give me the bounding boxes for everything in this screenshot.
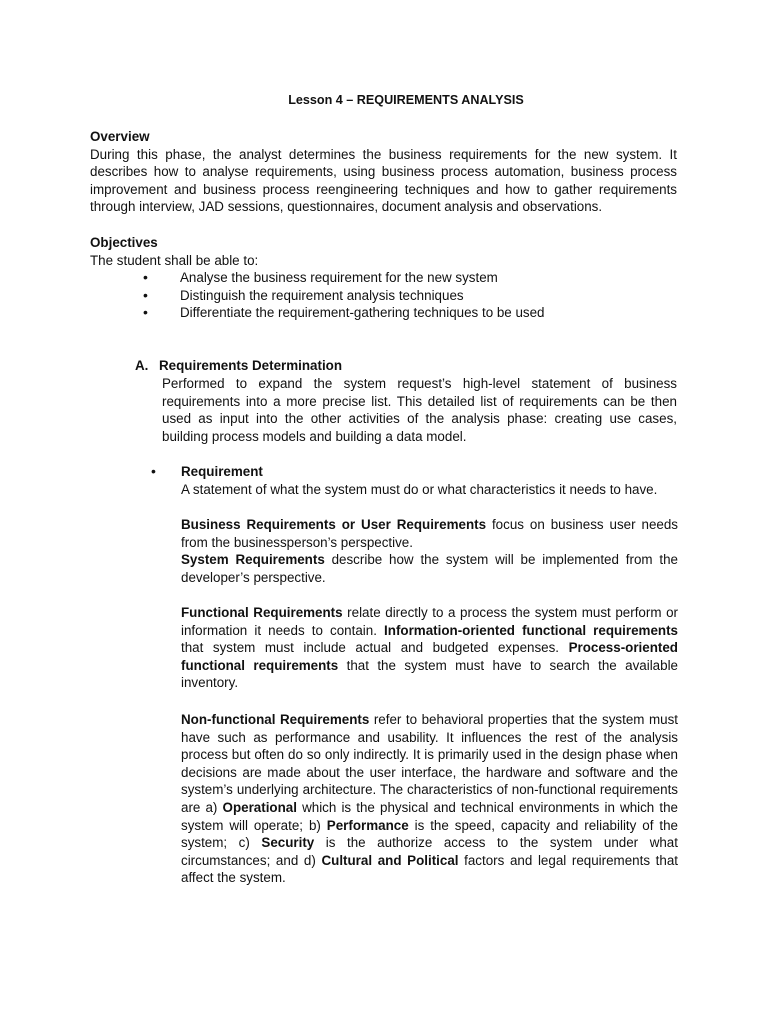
term: Business Requirements or User Requirements [181,517,487,532]
objectives-section [90,234,677,269]
objective-text: Analyse the business requirement for the new system [180,270,498,285]
list-item [90,269,545,287]
bullet-icon: • [143,286,148,303]
paragraph-text: which is the physical and technical environments in which the system will operate; b) [181,799,679,833]
bullet-icon: • [143,304,148,321]
paragraph-text: that the system must have to search the available inventory. [181,657,678,691]
nonfunctional-requirements-paragraph [181,711,678,887]
paragraph-text: focus on business user needs from the businessperson’s perspective. [181,517,678,550]
bullet-icon: • [151,463,156,479]
objectives-list [90,269,545,322]
section-a-text: Performed to expand the system request’s high-level statement of business requirements into a more precise list. This detailed list of requirements can be then used as input into the other activities of the analysis phase: creating use cases, building process models and building a data model. [162,376,677,444]
paragraph-text: factors and legal requirements that affect the system. [181,852,678,886]
term: Process-oriented functional requirements [181,640,678,673]
section-letter: A. [135,358,149,373]
term: System Requirements [181,552,325,567]
paragraph-text: relate directly to a process the system must perform or information it needs to contain. [181,605,678,638]
business-requirements-paragraph [181,516,678,551]
requirement-definition: A statement of what the system must do or what characteristics it needs to have. [181,482,658,497]
list-item [90,287,545,305]
term: Operational [222,799,297,815]
section-a-heading [135,357,342,375]
term: Functional Requirements [181,605,343,620]
overview-heading: Overview [90,129,150,144]
term: Security [261,835,315,851]
term: Cultural and Political [321,852,459,868]
section-title: Requirements Determination [159,358,343,373]
overview-section [90,128,677,216]
requirement-heading: Requirement [181,464,263,479]
paragraph-text: describe how the system will be implemented from the developer’s perspective. [181,552,678,585]
functional-requirements-paragraph [181,604,678,692]
paragraph-text: that system must include actual and budgeted expenses. [181,640,569,656]
paragraph-text: is the speed, capacity and reliability of the system; c) [181,817,678,851]
objectives-heading: Objectives [90,235,158,250]
term: Information-oriented functional requirements [384,622,678,638]
list-item [90,304,545,322]
term: Non-functional Requirements [181,712,370,727]
objectives-intro: The student shall be able to: [90,252,259,268]
system-requirements-paragraph [181,551,678,586]
objective-text: Differentiate the requirement-gathering techniques to be used [180,305,545,321]
page-title: Lesson 4 – REQUIREMENTS ANALYSIS [288,93,524,107]
overview-text: During this phase, the analyst determines the business requirements for the new system. It describes how to analyse requirements, using business process automation, business process improvement and business process reengineering techniques and how to gather requirements through interview, JAD sessions, questionnaires, document analysis and observations. [90,146,677,215]
objective-text: Distinguish the requirement analysis techniques [180,287,464,303]
bullet-icon: • [143,269,148,285]
paragraph-text: is the authorize access to the system under what circumstances; and d) [181,835,678,868]
paragraph-text: refer to behavioral properties that the system must have such as performance and usability. It influences the rest of the analysis process but often do so only indirectly. It is primarily used in the design phase when decisions are made about the user interface, the hardware and software and the system’s underlying architecture. The characteristics of non-functional requirements are a) [181,712,678,815]
term: Performance [326,817,409,833]
